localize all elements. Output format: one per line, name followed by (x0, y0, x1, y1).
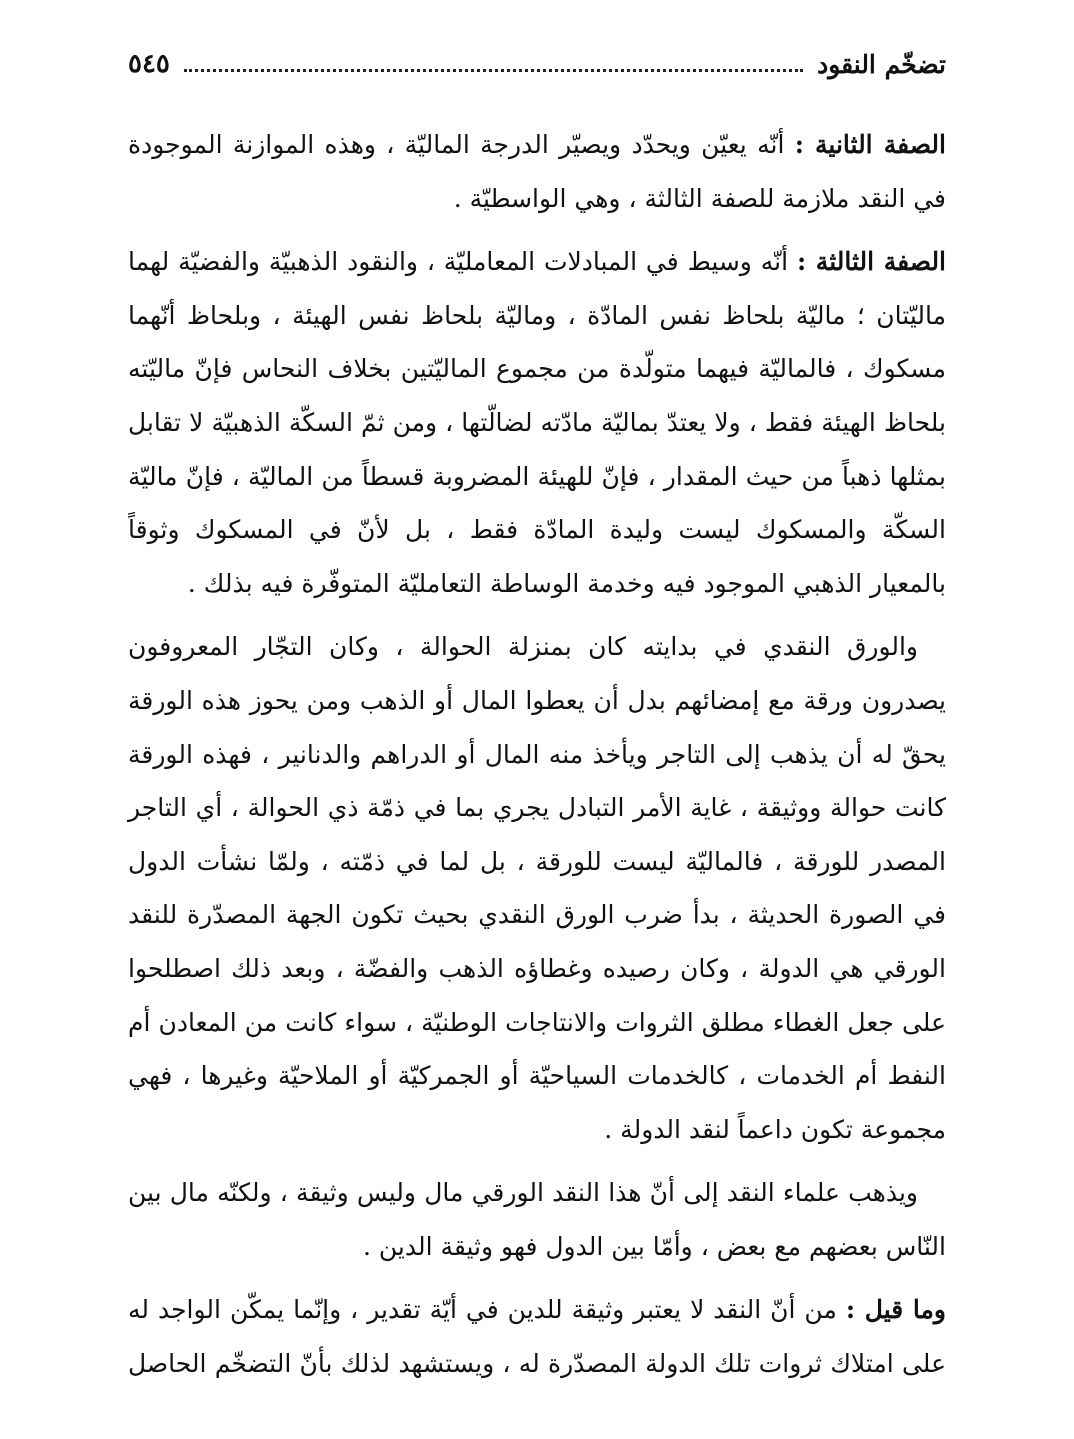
paragraph-what-is-said (128, 1283, 946, 1390)
page-body (128, 118, 946, 1391)
paragraph-term: الصفة الثالثة : (796, 247, 947, 277)
paragraph-third-attribute (128, 235, 946, 610)
paragraph-second-attribute (128, 118, 946, 225)
paragraph-term: وما قيل : (845, 1295, 946, 1325)
paragraph-text: أنّه وسيط في المبادلات المعامليّة ، والنقود الذهبيّة والفضيّة لهما ماليّتان ؛ ماليّة بلحاظ نفس المادّة ، وماليّة بلحاظ نفس الهيئة ، وبلحاظ أنّهما مسكوك ، فالماليّة فيهما متولّدة من مجموع الماليّتين بخلاف النحاس فإنّ ماليّته بلحاظ الهيئة فقط ، ولا يعتدّ بماليّة مادّته لضالّتها ، ومن ثمّ السكّة الذهبيّة لا تقابل بمثلها ذهباً من حيث المقدار ، فإنّ للهيئة المضروبة قسطاً من الماليّة ، فإنّ ماليّة السكّة والمسكوك ليست وليدة المادّة فقط ، بل لأنّ في المسكوك وثوقاً بالمعيار الذهبي الموجود فيه وخدمة الوساطة التعامليّة المتوفّرة فيه بذلك . (128, 247, 946, 598)
paragraph-scholars-view (128, 1166, 946, 1273)
running-header (128, 44, 946, 84)
paragraph-text: ويذهب علماء النقد إلى أنّ هذا النقد الورقي مال وليس وثيقة ، ولكنّه مال بين النّاس بعضهم مع بعض ، وأمّا بين الدول فهو وثيقة الدين . (128, 1178, 946, 1261)
paragraph-text: والورق النقدي في بدايته كان بمنزلة الحوالة ، وكان التجّار المعروفون يصدرون ورقة مع إمضائهم بدل أن يعطوا المال أو الذهب ومن يحوز هذه الورقة يحقّ له أن يذهب إلى التاجر ويأخذ منه المال أو الدراهم والدنانير ، فهذه الورقة كانت حوالة ووثيقة ، غاية الأمر التبادل يجري بما في ذمّة ذي الحوالة ، أي التاجر المصدر للورقة ، فالماليّة ليست للورقة ، بل لما في ذمّته ، ولمّا نشأت الدول في الصورة الحديثة ، بدأ ضرب الورق النقدي بحيث تكون الجهة المصدّرة للنقد الورقي هي الدولة ، وكان رصيده وغطاؤه الذهب والفضّة ، وبعد ذلك اصطلحوا على جعل الغطاء مطلق الثروات والانتاجات الوطنيّة ، سواء كانت من المعادن أم النفط أم الخدمات ، كالخدمات السياحيّة أو الجمركيّة أو الملاحيّة وغيرها ، فهي مجموعة تكون داعماً لنقد الدولة . (128, 632, 946, 1144)
header-dot-leader (184, 69, 803, 72)
page-number: ٥٤٥ (128, 49, 170, 79)
paragraph-text: من أنّ النقد لا يعتبر وثيقة للدين في أيّة تقدير ، وإنّما يمكّن الواجد له على امتلاك ثروات تلك الدولة المصدّرة له ، ويستشهد لذلك بأنّ التضخّم الحاصل (128, 1295, 946, 1379)
paragraph-text: أنّه يعيّن ويحدّد ويصيّر الدرجة الماليّة ، وهذه الموازنة الموجودة في النقد ملازمة للصفة الثالثة ، وهي الواسطيّة . (128, 130, 946, 213)
paragraph-term: الصفة الثانية : (794, 130, 946, 159)
chapter-title: تضخّم النقود (817, 49, 946, 79)
paragraph-paper-money (128, 620, 946, 1156)
